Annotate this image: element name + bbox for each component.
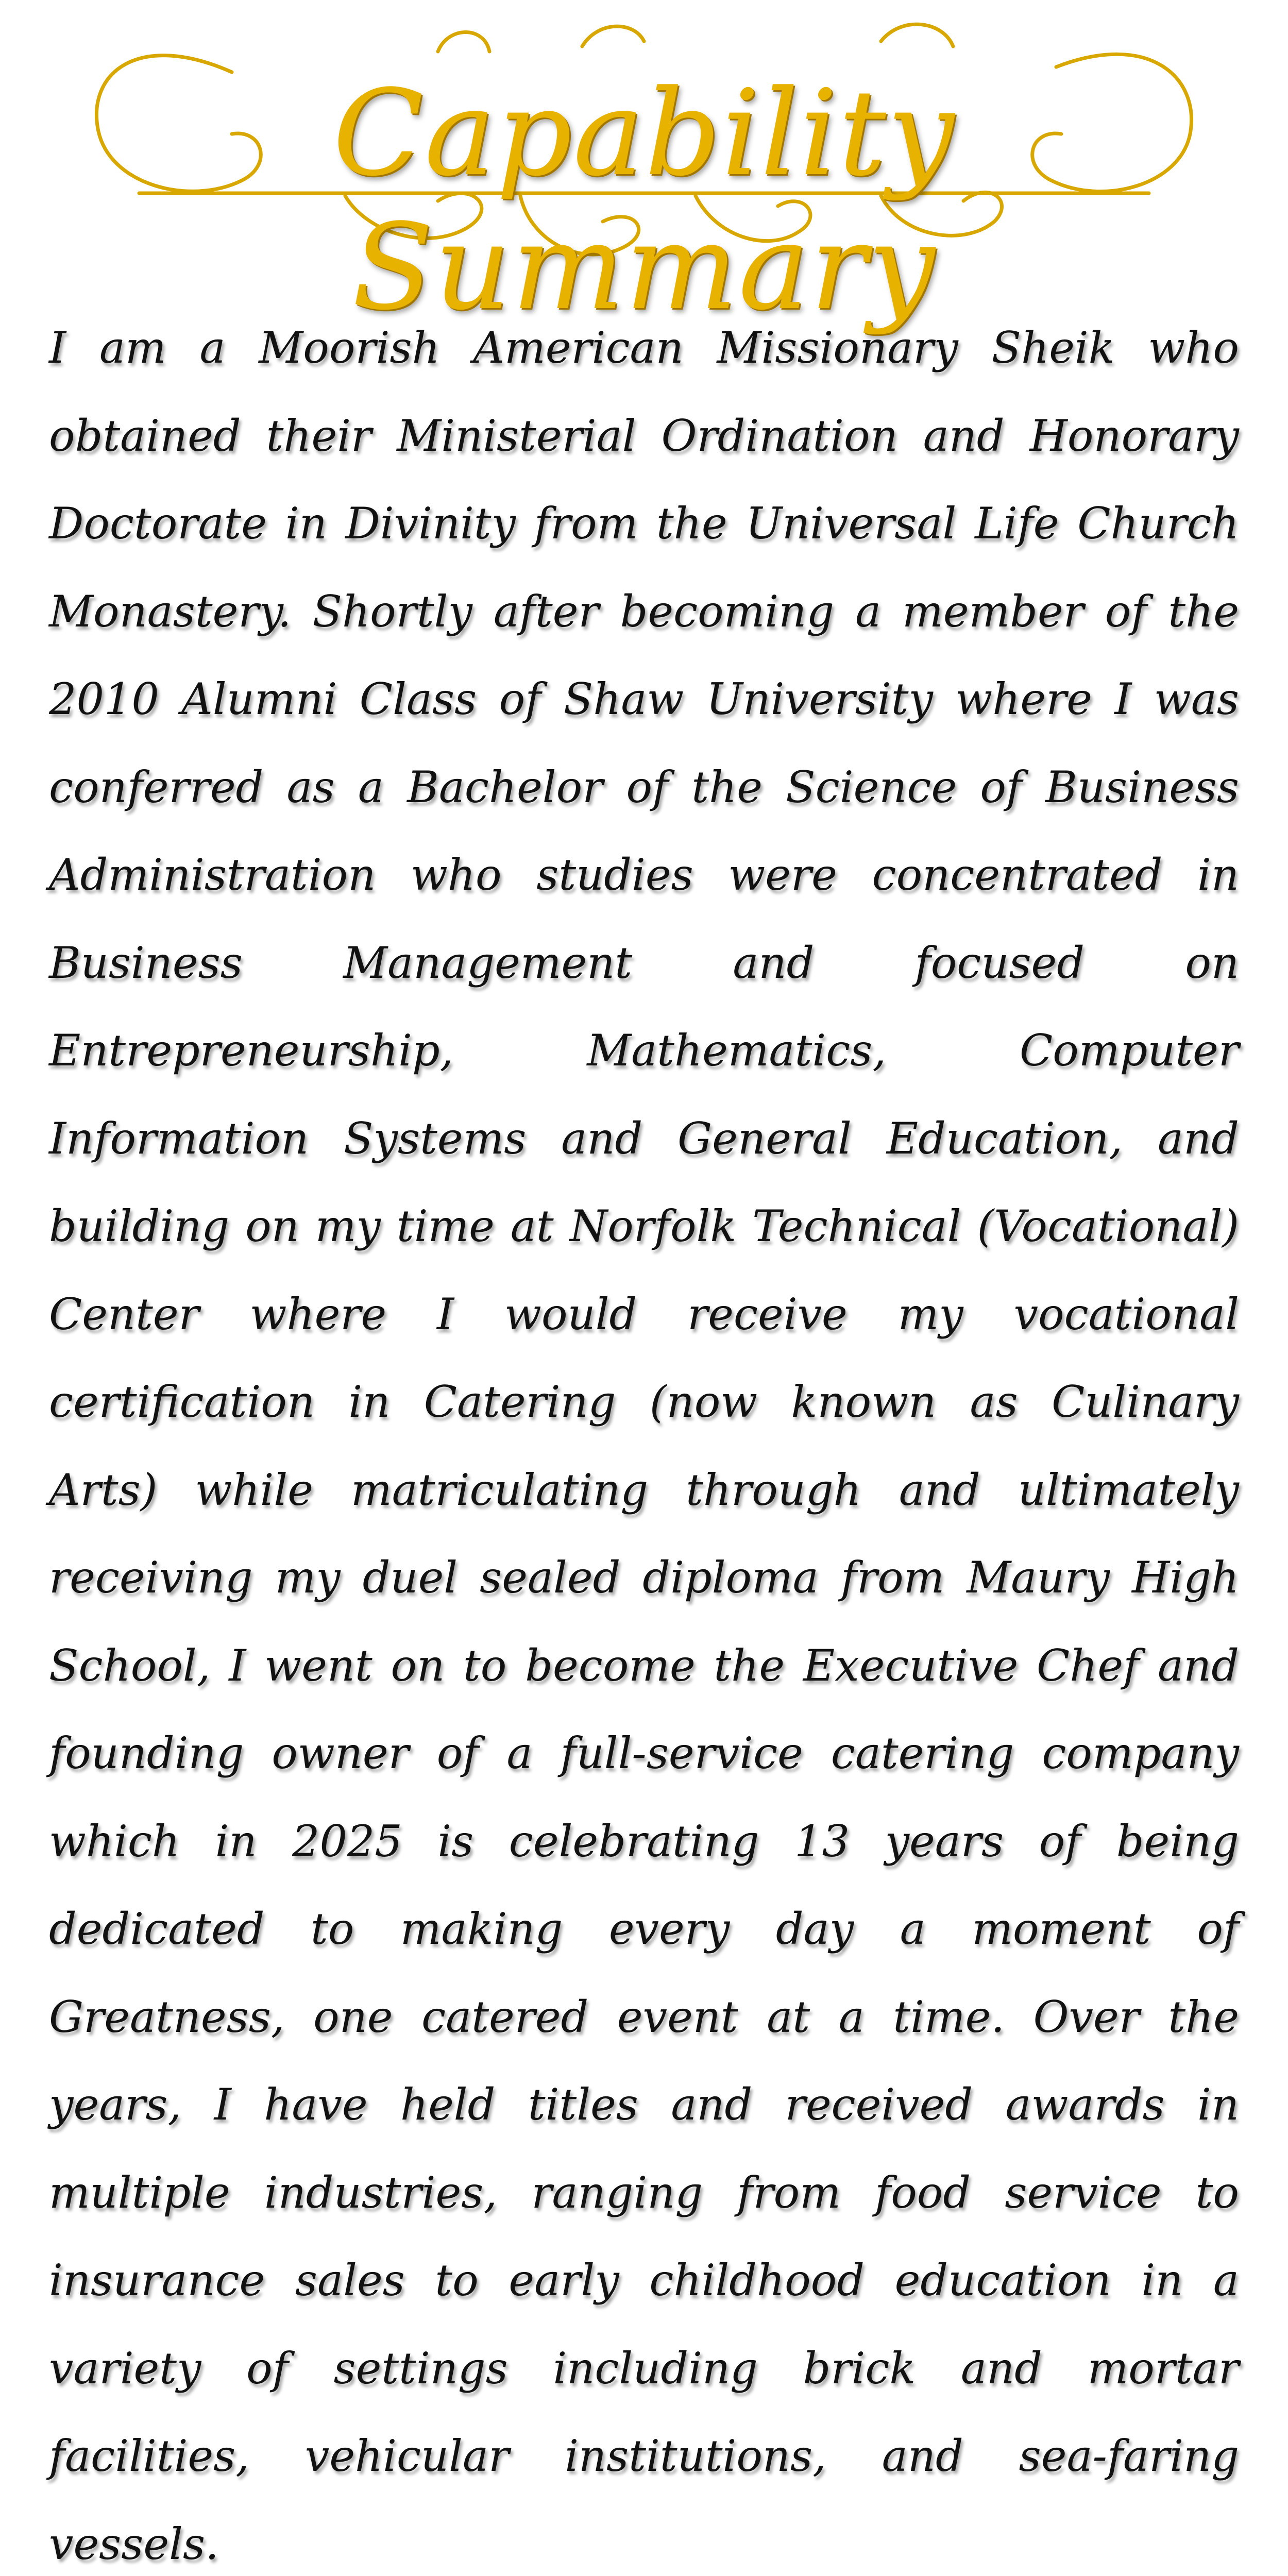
page-title: Capability Summary xyxy=(333,65,955,336)
capability-summary-paragraph: I am a Moorish American Missionary Sheik who obtained their Ministerial Ordination and Honorary Doctorate in Divinity from the Universal Life Church Monastery. Shortly after becoming a member of the 2010 Alumni Class of Shaw University where I was conferred as a Bachelor of the Science of Business Administration who studies were concentrated in Business Management and focused on Entrepreneurship, Mathematics, Computer Information Systems and General Education, and building on my time at Norfolk Technical (Vocational) Center where I would receive my vocational certification in Catering (now known as Culinary Arts) while matriculating through and ultimately receiving my duel sealed diploma from Maury High School, I went on to become the Executive Chef and founding owner of a full-service catering company which in 2025 is celebrating 13 years of being dedicated to making every day a moment of Greatness, one catered event at a time. Over the years, I have held titles and received awards in multiple industries, ranging from food service to insurance sales to early childhood education in a variety of settings including brick and mortar facilities, vehicular institutions, and sea-faring vessels. xyxy=(49,323,1239,2569)
title-banner xyxy=(77,10,1211,336)
